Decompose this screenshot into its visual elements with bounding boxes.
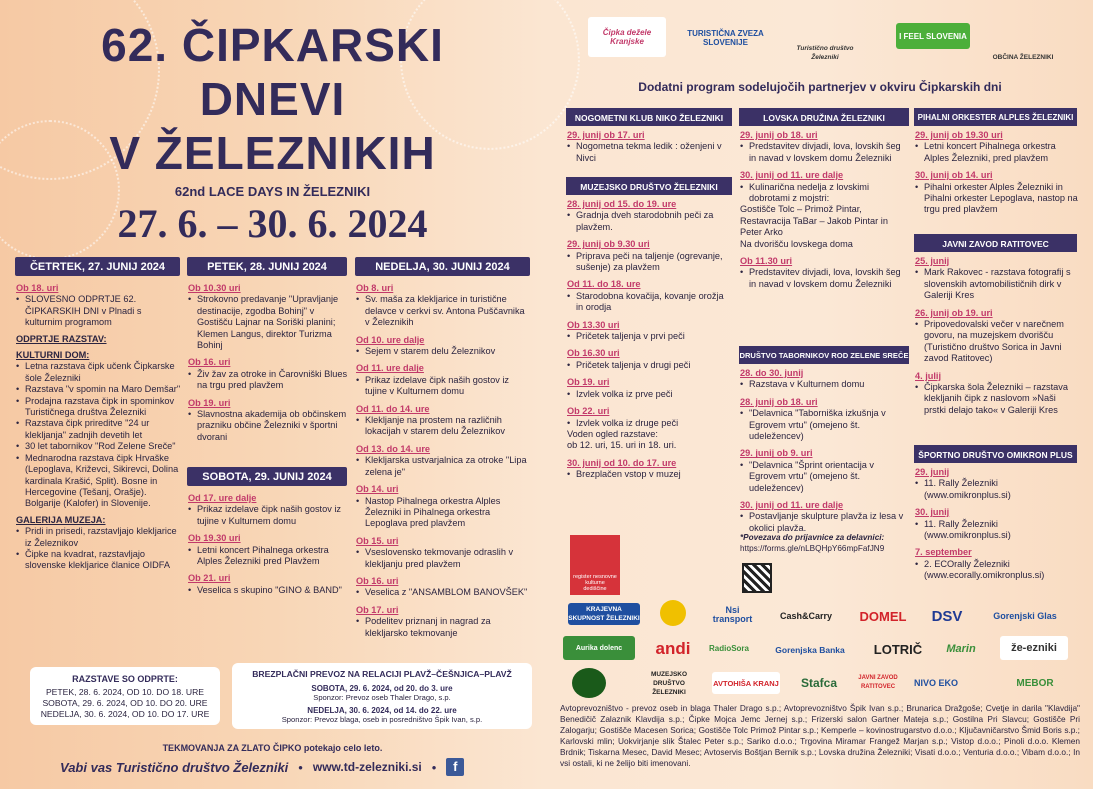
sunday-program bbox=[356, 277, 531, 639]
time-label: 25. junij bbox=[915, 256, 950, 266]
bullet-dot: • bbox=[188, 504, 192, 515]
free-transport-title: BREZPLAČNI PREVOZ NA RELACIJI PLAVŽ–ČEŠNJICA–PLAVŽ bbox=[252, 669, 512, 679]
program-item-text: Letni koncert Pihalnega orkestra Alples Železniki, pred plavžem bbox=[924, 141, 1056, 163]
lovska-druzina-program bbox=[740, 124, 910, 290]
lovska-druzina-header: LOVSKA DRUŽINA ŽELEZNIKI bbox=[739, 108, 909, 126]
program-item-text: Klekljanje na prostem na različnih lokacijah v starem delu Železnikov bbox=[365, 415, 505, 437]
day-header-fri: PETEK, 28. JUNIJ 2024 bbox=[187, 257, 347, 276]
bullet-dot: • bbox=[16, 526, 20, 537]
i-feel-slovenia-logo: I FEEL SLOVENIA bbox=[896, 23, 970, 49]
program-item-text: 11. Rally Železniki (www.omikronplus.si) bbox=[924, 518, 1011, 541]
program-item bbox=[567, 360, 732, 371]
program-item-text: Kulinarična nedelja z lovskimi dobrotami z mojstri: bbox=[749, 181, 870, 204]
program-item-text: Strokovno predavanje "Upravljanje destinacije, zgodba Bohinj" v Gostišču Lajnar na Soriški planini; Klemen Langus, direktor Turizma Bohinj bbox=[197, 294, 339, 351]
program-item-text: Razstava čipk prireditve "24 ur klekljanja" zadnjih devetih let bbox=[25, 418, 150, 440]
program-item-text: Letni koncert Pihalnega orkestra Alples Železniki pred Plavžem bbox=[197, 544, 329, 567]
program-item-text: Živ žav za otroke in Čarovniški Blues na trgu pred plavžem bbox=[197, 368, 348, 391]
bullet-dot: • bbox=[16, 548, 20, 559]
obcina-zelezniki-logo: OBČINA ŽELEZNIKI bbox=[992, 54, 1054, 61]
sponsor-nivo-logo: NIVO EKO bbox=[913, 677, 958, 688]
program-item bbox=[16, 418, 181, 441]
workshop-signup-link[interactable]: https://forms.gle/nLBQHpY66mpFafJN9 bbox=[740, 544, 885, 553]
footer-url[interactable]: www.td-zelezniki.si bbox=[312, 760, 422, 774]
bullet-dot: • bbox=[740, 181, 744, 192]
program-item-text: SLOVESNO ODPRTJE 62. ČIPKARSKIH DNI v Plnadi s kulturnim programom bbox=[25, 294, 142, 328]
bullet-dot: • bbox=[298, 759, 303, 775]
partners-program-title: Dodatni program sodelujočih partnerjev v okviru Čipkarskih dni bbox=[638, 80, 1002, 94]
program-item-text: Klekljarska ustvarjalnica za otroke "Lipa zelena je" bbox=[365, 455, 527, 477]
day-header-sun: NEDELJA, 30. JUNIJ 2024 bbox=[355, 257, 530, 276]
program-item-text: Vseslovensko tekmovanje odraslih v klekljanju pred plavžem bbox=[365, 547, 514, 569]
time-label: 28. do 30. junij bbox=[740, 368, 804, 378]
time-label: Od 11. do 14. ure bbox=[356, 403, 430, 414]
program-item-text: Nastop Pihalnega orkestra Alples Železniki in Pihalnega orkestra Lepoglava pred plavžem bbox=[365, 495, 501, 529]
sponsor-ks-zelezniki-logo: KRAJEVNA SKUPNOST ŽELEZNIKI bbox=[568, 603, 640, 625]
bullet-dot: • bbox=[356, 547, 360, 558]
time-label: 29. junij ob 18. uri bbox=[740, 130, 818, 140]
exhibitions-open-line: NEDELJA, 30. 6. 2024, OD 10. DO 17. URE bbox=[40, 709, 210, 719]
program-item-text: Sv. maša za klekljarice in turistične delavce v cerkvi sv. Antona Puščavnika v Železnikih bbox=[365, 294, 525, 328]
section-label: GALERIJA MUZEJA: bbox=[16, 514, 106, 525]
time-label: 30. junij od 11. ure dalje bbox=[740, 170, 844, 181]
program-item-text: Predstavitev divjadi, lova, lovskih šeg in navad v lovskem domu Železniki bbox=[749, 267, 901, 289]
bullet-dot: • bbox=[567, 331, 571, 342]
sponsor-stafca-logo: Stafca bbox=[800, 675, 838, 690]
exhibitions-open-title: RAZSTAVE SO ODPRTE: bbox=[72, 674, 178, 684]
program-item bbox=[356, 294, 531, 328]
free-transport-box bbox=[232, 663, 532, 729]
program-item-text: Čipkarska šola Železniki – razstava klekljanih čipk z naslovom »Naši prstki delajo tako« v Galeriji Kres bbox=[924, 382, 1068, 415]
time-label: Od 11. do 18. ure bbox=[567, 279, 641, 290]
program-item bbox=[16, 549, 181, 572]
pihalni-orkester-program bbox=[915, 124, 1078, 216]
program-item-text: Mark Rakovec - razstava fotografij s slovenskih avtomobilističnih dirk v Galeriji Kres bbox=[924, 267, 1071, 301]
workshop-signup bbox=[740, 532, 910, 554]
bullet-dot: • bbox=[188, 409, 192, 420]
program-item bbox=[915, 559, 1078, 582]
program-item bbox=[16, 396, 181, 419]
time-label: Ob 16.30 uri bbox=[567, 348, 620, 359]
program-item-text: 11. Rally Železniki (www.omikronplus.si) bbox=[924, 478, 1011, 500]
time-label: Od 10. ure dalje bbox=[356, 334, 425, 345]
program-item bbox=[567, 331, 732, 342]
program-item-text: Čipke na kvadrat, razstavljajo slovenske klekljarice članice OIDFA bbox=[25, 548, 171, 571]
subtitle: 62nd LACE DAYS IN ŽELEZNIKI bbox=[174, 184, 371, 199]
program-item bbox=[915, 478, 1078, 501]
program-item-text: Sejem v starem delu Železnikov bbox=[365, 346, 496, 357]
program-item-text: Pričetek taljenja v prvi peči bbox=[576, 331, 685, 342]
program-item bbox=[915, 519, 1078, 542]
program-item bbox=[567, 389, 732, 400]
program-item bbox=[356, 375, 531, 398]
bullet-dot: • bbox=[915, 518, 919, 529]
bullet-dot: • bbox=[356, 455, 360, 466]
bullet-dot: • bbox=[356, 294, 360, 305]
program-item bbox=[356, 496, 531, 530]
sponsor-cashcarry-logo: Cash&Carry bbox=[779, 610, 833, 621]
time-label: Ob 22. uri bbox=[567, 406, 610, 417]
time-label: 29. junij ob 19.30 uri bbox=[915, 130, 1003, 140]
program-item-text: Razstava v Kulturnem domu bbox=[749, 379, 865, 390]
page-title bbox=[0, 18, 545, 180]
pihalni-orkester-header: PIHALNI ORKESTER ALPLES ŽELEZNIKI bbox=[914, 108, 1077, 126]
program-item bbox=[356, 455, 531, 478]
title-line: 62. ČIPKARSKI bbox=[101, 19, 444, 71]
sponsor-nsi-logo: Nsi transport bbox=[712, 605, 753, 624]
program-item-text: Prikaz izdelave čipk naših gostov iz tujine v Kulturnem domu bbox=[197, 504, 342, 526]
time-label: 29. junij ob 17. uri bbox=[567, 130, 645, 140]
time-label: Ob 18. uri bbox=[16, 283, 59, 293]
ratitovec-header: JAVNI ZAVOD RATITOVEC bbox=[914, 234, 1077, 252]
bullet-dot: • bbox=[915, 382, 919, 393]
bullet-dot: • bbox=[356, 495, 360, 506]
program-item-text: Predstavitev divjadi, lova, lovskih šeg in navad v lovskem domu Železniki bbox=[749, 141, 901, 163]
info-text: Na dvorišču lovskega doma bbox=[740, 238, 853, 249]
sponsor-badge-icon bbox=[660, 600, 686, 626]
sponsor-mebor-logo: MEBOR bbox=[1016, 677, 1054, 689]
time-label: Ob 14. uri bbox=[356, 484, 399, 495]
register-heritage-logo: register nesnovne kulturne dediščine bbox=[570, 535, 620, 595]
bullet-dot: • bbox=[567, 359, 571, 370]
time-label: 29. junij ob 9.30 uri bbox=[567, 239, 650, 250]
program-item bbox=[740, 408, 910, 442]
program-item bbox=[188, 369, 348, 392]
td-zelezniki-logo: Turistično društvo Železniki bbox=[796, 45, 854, 61]
partners-list: Avtoprevozništvo - prevoz oseb in blaga Thaler Drago s.p.; Avtoprevozništvo Špik Ivan s.p.; Brunarica Dražgoše; Cvetje in darila "Klavdija" Benedičič Zalaznik Klavdija s.p.; Čipke Mojca Jemc Jernej s.p.; Frizerski salon Gartner Mateja s.p.; Gostilna Pri Slavcu; Gostišče Pri Zalogarju; Gostišče Macesen Sorica; Gostišče Tolc Primož Pintar s.p.; Kemperle – kovinostrugarstvo d.o.o.; Ključavničarstvo Šmid Boris s.p.; Karlovski mlin; Uokvirjanje slik Štalec Peter s.p.; Sariko d.o.o.; Trgovina Miramar Frangež Marjan s.p.; Vistop d.o.o.; Pinoli d.o.o. Klemen Brdnik; Tiskarna Mesec, David Mesec; Avtoservis Boštjan Bernik s.p.; Lovska družina Železniki; Visati d.o.o.; Venturia d.o.o.; Vibam d.o.o.; In vsi ostali, ki ne želijo biti imenovani. bbox=[560, 703, 1080, 768]
sponsor-radiosora-logo: RadioSora bbox=[708, 643, 749, 653]
time-label: Ob 11.30 uri bbox=[740, 256, 793, 267]
workshop-signup-note: *Povezava do prijavnice za delavnici: bbox=[740, 533, 885, 542]
program-item bbox=[16, 526, 181, 549]
program-item-text: Letna razstava čipk učenk Čipkarske šole Železniki bbox=[25, 361, 175, 383]
time-label: Ob 8. uri bbox=[356, 283, 394, 293]
bullet-dot: • bbox=[188, 584, 192, 595]
program-item-text: Podelitev priznanj in nagrad za klekljarsko tekmovanje bbox=[365, 616, 491, 638]
program-item bbox=[740, 460, 910, 494]
bullet-dot: • bbox=[740, 511, 744, 522]
sponsor-aurika-logo: Aurika dolenc bbox=[563, 636, 635, 660]
sponsor-emblem-icon bbox=[572, 668, 606, 698]
bullet-dot: • bbox=[915, 141, 919, 152]
transport-saturday: SOBOTA, 29. 6. 2024, od 20. do 3. ure bbox=[311, 684, 453, 693]
time-label: 26. junij ob 19. uri bbox=[915, 307, 993, 318]
title-line: V ŽELEZNIKIH bbox=[109, 127, 436, 179]
bullet-dot: • bbox=[740, 459, 744, 470]
competition-note: TEKMOVANJA ZA ZLATO ČIPKO potekajo celo leto. bbox=[162, 743, 383, 753]
program-item bbox=[188, 409, 348, 443]
sponsor-gorenjska-banka-logo: Gorenjska Banka bbox=[775, 644, 845, 655]
bullet-dot: • bbox=[915, 181, 919, 192]
bullet-dot: • bbox=[567, 417, 571, 428]
nk-niko-header: NOGOMETNI KLUB NIKO ŽELEZNIKI bbox=[566, 108, 732, 126]
bullet-dot: • bbox=[356, 415, 360, 426]
ratitovec-program bbox=[915, 250, 1078, 416]
program-item bbox=[567, 418, 732, 429]
bullet-dot: • bbox=[356, 616, 360, 627]
time-label: 29. junij bbox=[915, 467, 950, 477]
footer-invite-bar bbox=[60, 758, 500, 776]
bullet-dot: • bbox=[740, 379, 744, 390]
program-item-text: Izvlek volka iz prve peči bbox=[576, 388, 673, 399]
bullet-dot: • bbox=[740, 408, 744, 419]
program-item bbox=[567, 210, 732, 233]
time-label: Ob 16. uri bbox=[188, 357, 231, 368]
bullet-dot: • bbox=[567, 388, 571, 399]
program-item bbox=[16, 441, 181, 452]
bullet-dot: • bbox=[431, 759, 437, 775]
program-item-text: Pridi in prisedi, razstavljajo klekljarice iz Železnikov bbox=[25, 526, 177, 548]
day-header-thu: ČETRTEK, 27. JUNIJ 2024 bbox=[15, 257, 180, 276]
sponsor-domel-logo: DOMEL bbox=[859, 608, 907, 624]
bullet-dot: • bbox=[740, 141, 744, 152]
time-label: 4. julij bbox=[915, 370, 942, 381]
program-item bbox=[740, 141, 910, 164]
program-item-text: Pričetek taljenja v drugi peči bbox=[576, 359, 691, 370]
program-item bbox=[567, 251, 732, 274]
bullet-dot: • bbox=[915, 558, 919, 569]
turisticna-zveza-logo: TURISTIČNA ZVEZA SLOVENIJE bbox=[687, 29, 764, 47]
saturday-program bbox=[188, 487, 348, 596]
time-label: Ob 19. uri bbox=[188, 397, 231, 408]
time-label: 7. september bbox=[915, 547, 972, 558]
time-label: Ob 17. uri bbox=[356, 604, 399, 615]
thursday-program bbox=[16, 277, 181, 572]
friday-program bbox=[188, 277, 348, 443]
omikron-program bbox=[915, 461, 1078, 582]
program-item bbox=[16, 453, 181, 510]
time-label: Ob 16. uri bbox=[356, 575, 399, 586]
bullet-dot: • bbox=[16, 361, 20, 372]
program-item bbox=[188, 294, 348, 351]
bullet-dot: • bbox=[915, 319, 919, 330]
sponsor-dsv-logo: DSV bbox=[931, 607, 963, 625]
bullet-dot: • bbox=[356, 374, 360, 385]
program-item bbox=[915, 319, 1078, 365]
program-item-text: "Delavnica "Šprint orientacija v Egrovem vrtu" (omejeno št. udeležencev) bbox=[749, 459, 874, 493]
sponsor-zelezniki-logo: že-ezniki bbox=[1000, 636, 1068, 660]
bullet-dot: • bbox=[188, 294, 192, 305]
bullet-dot: • bbox=[16, 441, 20, 452]
program-item bbox=[740, 267, 910, 290]
muzejsko-drustvo-header: MUZEJSKO DRUŠTVO ŽELEZNIKI bbox=[566, 177, 732, 195]
program-item bbox=[356, 547, 531, 570]
program-item bbox=[16, 294, 181, 328]
exhibitions-open-line: PETEK, 28. 6. 2024, OD 10. DO 18. URE bbox=[45, 687, 205, 697]
time-label: Od 13. do 14. ure bbox=[356, 443, 431, 454]
time-label: 30. junij ob 14. uri bbox=[915, 170, 993, 181]
program-item-text: Pripovedovalski večer v narečnem govoru, na muzejskem dvorišču (Turistično društvo Sorica in Javni zavod Ratitovec) bbox=[924, 319, 1064, 364]
program-item-text: Razstava "v spomin na Maro Demšar" bbox=[25, 384, 181, 395]
bullet-dot: • bbox=[188, 544, 192, 555]
program-item bbox=[915, 141, 1078, 164]
transport-saturday-sponsor: Sponzor: Prevoz oseb Thaler Drago, s.p. bbox=[313, 693, 451, 702]
program-item bbox=[188, 545, 348, 568]
program-item bbox=[567, 291, 732, 314]
transport-sunday: NEDELJA, 30. 6. 2024, od 14. do 22. ure bbox=[307, 706, 457, 715]
footer-invite: Vabi vas Turistično društvo Železniki bbox=[60, 759, 289, 775]
bullet-dot: • bbox=[567, 250, 571, 261]
bullet-dot: • bbox=[567, 141, 571, 152]
time-label: 30. junij od 11. ure dalje bbox=[740, 500, 844, 511]
sponsor-gorenjski-glas-logo: Gorenjski Glas bbox=[993, 610, 1057, 621]
program-item bbox=[740, 379, 910, 390]
time-label: Ob 19.30 uri bbox=[188, 533, 241, 544]
program-item bbox=[356, 415, 531, 438]
sponsor-marin-logo: Marin bbox=[946, 642, 976, 655]
program-item bbox=[915, 382, 1078, 416]
sponsor-lotric-logo: LOTRIČ bbox=[873, 641, 923, 657]
time-label: Ob 21. uri bbox=[188, 573, 231, 584]
program-item bbox=[356, 346, 531, 357]
program-item-text: Pihalni orkester Alples Železniki in Pihalni orkester Lepoglava, nastop na trgu pred plavžem bbox=[924, 181, 1078, 215]
facebook-icon[interactable]: f bbox=[446, 758, 464, 776]
program-item-text: 30 let tabornikov "Rod Zelene Sreče" bbox=[25, 441, 176, 452]
exhibitions-open-box bbox=[30, 667, 220, 725]
exhibitions-open-line: SOBOTA, 29. 6. 2024, OD 10. DO 20. URE bbox=[42, 698, 208, 708]
program-item-text: Nogometna tekma ledik : oženjeni v Nivci bbox=[576, 141, 722, 163]
section-label: KULTURNI DOM: bbox=[16, 350, 90, 361]
program-item bbox=[16, 384, 181, 395]
bullet-dot: • bbox=[915, 267, 919, 278]
section-label: ODPRTJE RAZSTAV: bbox=[16, 333, 107, 344]
time-label: 29. junij ob 9. uri bbox=[740, 448, 813, 459]
program-item-text: "Delavnica "Taborniška izkušnja v Egrovem vrtu" (omejeno št. udeležencev) bbox=[749, 408, 886, 442]
time-label: Ob 15. uri bbox=[356, 535, 399, 546]
bullet-dot: • bbox=[356, 587, 360, 598]
qr-code-icon[interactable] bbox=[742, 563, 772, 593]
time-label: Od 11. ure dalje bbox=[356, 363, 424, 374]
title-line: DNEVI bbox=[199, 73, 346, 125]
day-header-sat: SOBOTA, 29. JUNIJ 2024 bbox=[187, 467, 347, 486]
bullet-dot: • bbox=[16, 395, 20, 406]
cipka-dezele-kranjske-logo: Čipka dežele Kranjske bbox=[588, 17, 666, 57]
program-item bbox=[567, 469, 732, 480]
program-item-text: Izvlek volka iz druge peči bbox=[576, 417, 679, 428]
program-item-text: Slavnostna akademija ob občinskem prazniku občine Železniki v športni dvorani bbox=[197, 409, 347, 442]
program-item-text: Veselica s skupino "GINO & BAND" bbox=[197, 584, 342, 595]
bullet-dot: • bbox=[16, 418, 20, 429]
sponsor-muzejsko-logo: MUZEJSKO DRUŠTVO ŽELEZNIKI bbox=[650, 670, 688, 696]
program-item bbox=[16, 361, 181, 384]
info-text: ob 12. uri, 15. uri in 18. uri. bbox=[567, 440, 677, 451]
program-item-text: Veselica z "ANSAMBLOM BANOVŠEK" bbox=[365, 587, 528, 598]
time-label: 28. junij od 15. do 19. ure bbox=[567, 199, 677, 209]
bullet-dot: • bbox=[16, 452, 20, 463]
program-item bbox=[567, 141, 732, 164]
time-label: Ob 19. uri bbox=[567, 377, 610, 388]
program-item-text: Prikaz izdelave čipk naših gostov iz tujine v Kulturnem domu bbox=[365, 374, 510, 397]
time-label: 30. junij od 10. do 17. ure bbox=[567, 457, 677, 468]
bullet-dot: • bbox=[740, 267, 744, 278]
sponsor-avtohisa-logo: AVTOHIŠA KRANJ bbox=[712, 672, 780, 694]
omikron-header: ŠPORTNO DRUŠTVO OMIKRON PLUS bbox=[914, 445, 1077, 463]
time-label: 28. junij ob 18. uri bbox=[740, 396, 818, 407]
program-item bbox=[915, 267, 1078, 301]
program-item-text: 2. ECOrally Železniki (www.ecorally.omikronplus.si) bbox=[924, 558, 1045, 581]
bullet-dot: • bbox=[567, 290, 571, 301]
program-item-text: Priprava peči na taljenje (ogrevanje, sušenje) za plavžem bbox=[576, 250, 723, 273]
info-text: Voden ogled razstave: bbox=[567, 428, 658, 439]
program-item bbox=[740, 182, 910, 205]
bullet-dot: • bbox=[16, 384, 20, 395]
program-item bbox=[356, 616, 531, 639]
bullet-dot: • bbox=[915, 478, 919, 489]
taborniki-header: DRUŠTVO TABORNIKOV ROD ZELENE SREČE bbox=[739, 346, 909, 364]
sponsor-andi-logo: andi bbox=[655, 638, 691, 658]
time-label: Od 17. ure dalje bbox=[188, 493, 257, 503]
program-item-text: Starodobna kovačija, kovanje orožja in orodja bbox=[576, 290, 724, 313]
bullet-dot: • bbox=[567, 210, 571, 221]
muzejsko-drustvo-program bbox=[567, 193, 732, 481]
program-item-text: Mednarodna razstava čipk Hrvaške (Lepoglava, Križevci, Sikirevci, Dolina kardinala Krašić, Split). Bosne in Hercegovine (Tešanj, Orašje). Bolgarije (Kalofer) in Slovenije. bbox=[25, 452, 179, 509]
taborniki-program bbox=[740, 362, 910, 534]
program-item bbox=[915, 182, 1078, 216]
program-item bbox=[740, 511, 910, 534]
program-item bbox=[188, 504, 348, 527]
event-dates: 27. 6. – 30. 6. 2024 bbox=[117, 201, 428, 246]
bullet-dot: • bbox=[356, 346, 360, 357]
bullet-dot: • bbox=[16, 294, 20, 305]
bullet-dot: • bbox=[188, 368, 192, 379]
program-item-text: Postavljanje skulpture plavža iz lesa v okolici plavža. bbox=[749, 511, 904, 533]
transport-sunday-sponsor: Sponzor: Prevoz blaga, oseb in posredništvo Špik Ivan, s.p. bbox=[281, 715, 483, 724]
program-item bbox=[356, 587, 531, 598]
time-label: 30. junij bbox=[915, 507, 950, 518]
sponsor-ratitovec-logo: JAVNI ZAVOD RATITOVEC bbox=[858, 675, 898, 690]
time-label: Ob 13.30 uri bbox=[567, 319, 620, 330]
nk-niko-program bbox=[567, 124, 732, 164]
program-item-text: Brezplačen vstop v muzej bbox=[576, 469, 681, 480]
program-item-text: Prodajna razstava čipk in spominkov Turističnega društva Železniki bbox=[25, 395, 175, 418]
program-item bbox=[188, 585, 348, 596]
bullet-dot: • bbox=[567, 469, 571, 480]
time-label: Ob 10.30 uri bbox=[188, 283, 241, 293]
program-item-text: Gradnja dveh starodobnih peči za plavžem. bbox=[576, 210, 714, 232]
info-text: Gostišče Tolc – Primož Pintar, Restavracija TaBar – Jakob Pintar in Peter Arko bbox=[740, 204, 888, 238]
